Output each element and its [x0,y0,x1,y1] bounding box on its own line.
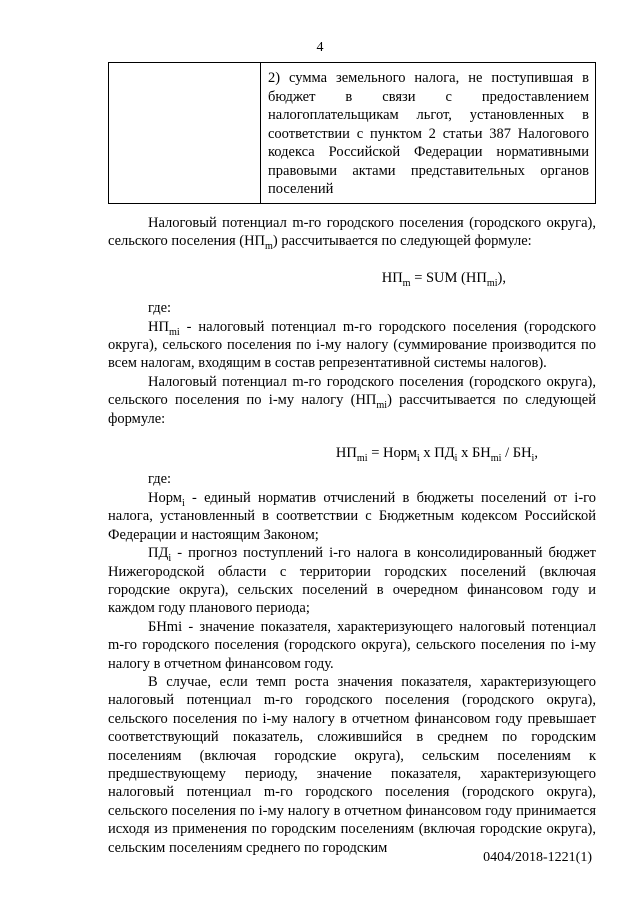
page-number: 4 [316,40,324,55]
info-table [108,62,596,204]
document-body [108,214,596,857]
table-cell-left [109,63,261,203]
where-label-2: где: [148,471,172,488]
formula-np-mi: $НП_{mi}$ = Норм$_i$ х $ПД_i$ х $БН_{mi} / БН_i$, [335,445,538,464]
paragraph-tax-potential-intro: Налоговый потенциал m-го городского поселения (городского округа), сельского поселения $(НП_m)$ рассчитывается по следующей формуле: [108,215,596,253]
paragraph-norm-definition: Норм$_i$ - единый норматив отчислений в бюджеты поселений от i-го налога, установленный в соответствии с Бюджетным кодексом Российской Федерации и настоящим Законом; [108,489,596,543]
where-label-1: где: [148,300,172,317]
paragraph-tax-potential-by-tax: Налоговый потенциал m-го городского поселения (городского округа), сельского поселения по i-му налогу $(НП_{mi})$ рассчитывается по следующей формуле: [108,373,596,427]
paragraph-np-mi-definition: $НП_{mi}$ - налоговый потенциал m-го городского поселения (городского округа), сельского поселения по i-му налогу (суммирование производится по всем налогам, входящим в состав репрезентативной системы налогов). [108,318,596,372]
formula-np-m: $НП_m$ = SUM $(НП_{mi})$, [381,269,506,289]
document-code: 0404/2018-1221(1) [483,850,592,865]
paragraph-bn-definition: БНmi - значение показателя, характеризующего налоговый потенциал m-го городского поселения (городского округа), сельского поселения по i-му налогу в отчетном финансовом году. [108,618,596,672]
paragraph-pd-definition: $ПД_i$ - прогноз поступлений i-го налога в консолидированный бюджет Нижегородской области с территории городских поселений (включая городские округа), сельских поселений в очередном финансовом году и каждом году планового периода; [108,545,596,617]
paragraph-growth-rate: В случае, если темп роста значения показателя, характеризующего налоговый потенциал m-го городского поселения (городского округа), сельского поселения по i-му налогу в отчетном финансовом году превышает соответствующий показатель, сложившийся в среднем по городским поселениям (включая городские округа), сельским поселениям к предшествующему периоду, значение показателя, характеризующего налоговый потенциал m-го городского поселения (городского округа), сельского поселения по i-му налогу в отчетном финансовом году принимается исходя из применения по городским поселениям (включая городские округа), сельским поселениям среднего по городским [108,673,596,856]
table-cell-right: 2) сумма земельного налога, не поступившая в бюджет в связи с предоставлением налогоплательщикам льгот, установленных в соответствии с пунктом 2 статьи 387 Налогового кодекса Российской Федерации нормативными правовыми актами представительных органов поселений [268,70,589,197]
